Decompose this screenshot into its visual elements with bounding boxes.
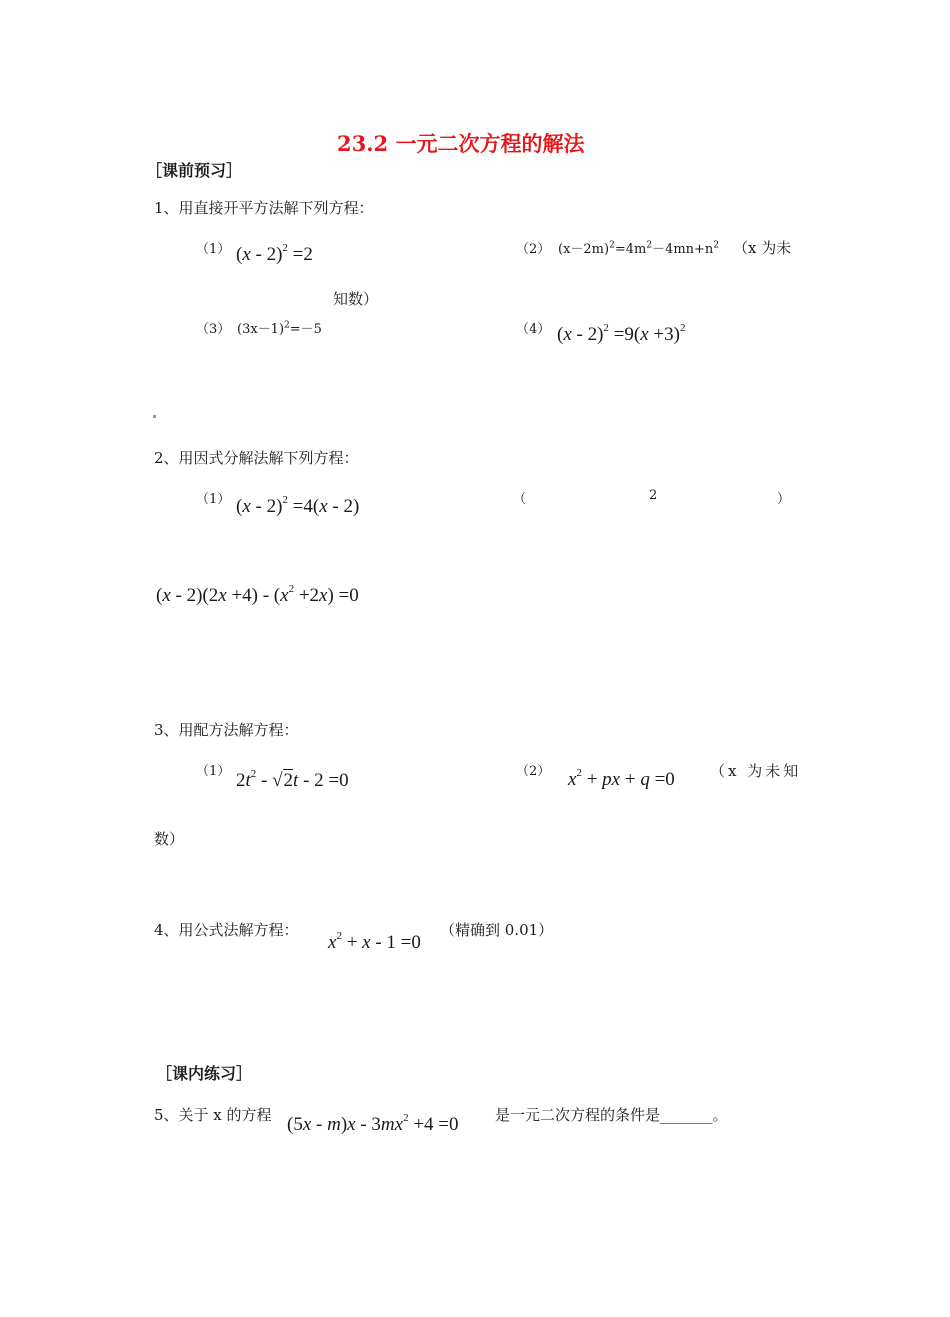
q3-item2-equation: $x^2$ + px + q =0 — [568, 767, 675, 790]
q5-prompt: 5、关于 x 的方程 — [154, 1106, 272, 1124]
q1-item2-note-cont: 知数） — [333, 290, 379, 308]
section-in-class: ［课内练习］ — [156, 1064, 253, 1083]
page-title: 23.2 一元二次方程的解法 — [337, 131, 585, 156]
q2-item2-label-close: ） — [777, 492, 791, 507]
q3-prompt: 3、用配方法解方程： — [154, 721, 299, 739]
q1-item2-note: （x 为未 — [733, 239, 792, 257]
section-pre-study: ［课前预习］ — [146, 161, 243, 180]
q3-item1-equation: $2t^2 - √2t - 2 =0$ — [236, 768, 349, 791]
q3-item2-note: （x 为未知 — [710, 762, 802, 780]
q4-note: （精确到 0.01） — [440, 921, 554, 939]
q4-prompt: 4、用公式法解方程： — [154, 921, 299, 939]
q5-equation: $(5x - m)x - 3mx^2 +4 =0$ — [287, 1112, 459, 1135]
q1-item4-equation: $(x - 2)^2 =9(x +3)^2$ — [557, 322, 686, 345]
q1-item1-label: （1） — [196, 242, 231, 257]
q2-item2-label-open: （ — [513, 492, 527, 507]
q1-item4-label: （4） — [516, 322, 551, 337]
q2-prompt: 2、用因式分解法解下列方程： — [154, 449, 359, 467]
q4-equation: $x^2 + x - 1 =0$ — [328, 930, 421, 953]
q1-item3-equation: $(3x-1)^2=-5$ — [237, 320, 322, 337]
q1-prompt: 1、用直接开平方法解下列方程： — [154, 199, 374, 217]
q3-item1-label: （1） — [196, 764, 231, 779]
decorative-dot — [153, 415, 156, 418]
q5-suffix: 是一元二次方程的条件是_______。 — [495, 1106, 728, 1124]
q2-item1-label: （1） — [196, 492, 231, 507]
q2-item1-equation: (x - 2)$^2$ =4(x - 2) — [236, 494, 360, 517]
q3-item2-label: （2） — [516, 764, 551, 779]
q3-item2-note-cont: 数） — [154, 830, 185, 848]
q2-item2-label-number: 2 — [649, 488, 658, 503]
q1-item1-equation: (x - 2)$^2$ =2 — [236, 242, 313, 265]
q1-item2-equation: $(x-2m)^2=4m^2-4mn+n^2$ — [558, 240, 720, 257]
q1-item2-label: （2） — [516, 242, 551, 257]
q1-item3-label: （3） — [196, 322, 231, 337]
q2-item2-equation: $(x - 2)(2x +4) - (x^2 +2x) =0$ — [156, 583, 359, 606]
